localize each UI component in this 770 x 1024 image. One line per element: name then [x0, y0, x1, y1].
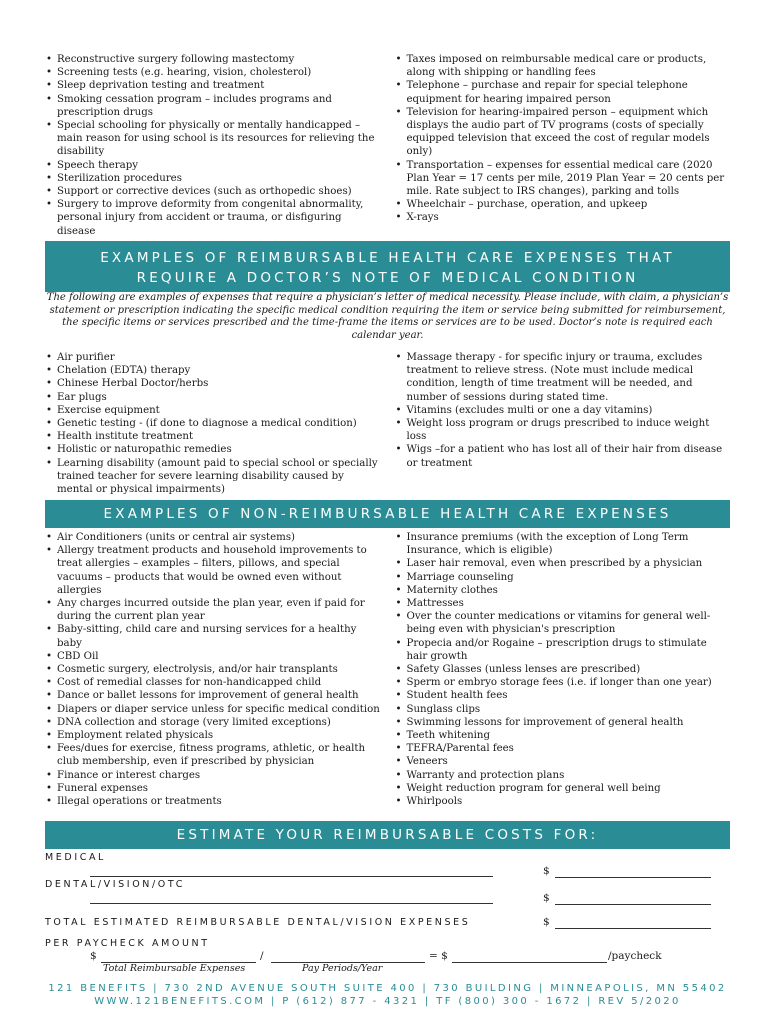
list-item: • Reconstructive surgery following mastectomy [45, 53, 381, 66]
doctor-note-intro: The following are examples of expenses that require a physician’s letter of medical necessity. Please include, with claim, a physician’s statement or prescription indicating the specific medical condition requiring the item or service being submitted for reimbursement, the specific items or services prescribed and the time-frame the items or services are to be used. Doctor’s note is required each calendar year. [46, 292, 729, 341]
list-item: • Support or corrective devices (such as orthopedic shoes) [45, 185, 381, 198]
dental-label: DENTAL/VISION/OTC [45, 879, 185, 890]
top-left-column [45, 53, 381, 238]
list-item: • Chinese Herbal Doctor/herbs [45, 377, 381, 390]
pay-periods-caption: Pay Periods/Year [302, 963, 383, 974]
list-item: • Holistic or naturopathic remedies [45, 443, 381, 456]
list-item: • Health institute treatment [45, 430, 381, 443]
list-item: • Learning disability (amount paid to special school or specially trained teacher for severe learning disability caused by mental or physical impairments) [45, 457, 381, 497]
list-item: • Special schooling for physically or mentally handicapped – main reason for using school is its resources for relieving the disability [45, 119, 381, 159]
top-section [45, 53, 730, 238]
list-item: • Wheelchair – purchase, operation, and upkeep [395, 198, 731, 211]
non-reimbursable-banner: EXAMPLES OF NON-REIMBURSABLE HEALTH CARE EXPENSES [45, 500, 730, 528]
non-reimbursable-left-list [45, 531, 381, 808]
list-item: • Air Conditioners (units or central air systems) [45, 531, 381, 544]
top-right-column [395, 53, 731, 238]
list-item: • Telephone – purchase and repair for special telephone equipment for hearing impaired person [395, 79, 731, 105]
list-item: • CBD Oil [45, 650, 381, 663]
footer-contact: WWW.121BENEFITS.COM | P (612) 877 - 4321 | TF (800) 300 - 1672 | REV 5/2020 [94, 996, 681, 1007]
list-item: • Screening tests (e.g. hearing, vision, cholesterol) [45, 66, 381, 79]
list-item: • Weight loss program or drugs prescribed to induce weight loss [395, 417, 731, 443]
doctor-note-right-list [395, 351, 731, 470]
list-item: • Teeth whitening [395, 729, 731, 742]
list-item: • TEFRA/Parental fees [395, 742, 731, 755]
list-item: • Warranty and protection plans [395, 769, 731, 782]
total-expenses-caption: Total Reimbursable Expenses [103, 963, 246, 974]
list-item: • Television for hearing-impaired person – equipment which displays the audio part of TV programs (costs of specially equipped television that exceed the cost of regular models only) [395, 106, 731, 159]
doctor-note-left-column [45, 351, 381, 496]
list-item: • Swimming lessons for improvement of general health [395, 716, 731, 729]
total-label: TOTAL ESTIMATED REIMBURSABLE DENTAL/VISION EXPENSES [45, 917, 471, 928]
non-reimbursable-right-list [395, 531, 731, 808]
paycheck-dollar-sign: $ [90, 950, 97, 962]
footer [45, 982, 730, 1008]
list-item: • Funeral expenses [45, 782, 381, 795]
non-reimbursable-section [45, 531, 730, 808]
list-item: • Ear plugs [45, 391, 381, 404]
list-item: • Employment related physicals [45, 729, 381, 742]
list-item: • Allergy treatment products and household improvements to treat allergies – examples – filters, pillows, and special vacuums – products that would be owned even without allergies [45, 544, 381, 597]
list-item: • Vitamins (excludes multi or one a day vitamins) [395, 404, 731, 417]
paycheck-amount-field[interactable] [452, 962, 607, 963]
list-item: • Whirlpools [395, 795, 731, 808]
list-item: • Maternity clothes [395, 584, 731, 597]
total-dollar-sign: $ [543, 916, 550, 928]
per-paycheck-label: /paycheck [608, 950, 662, 962]
list-item: • Sperm or embryo storage fees (i.e. if longer than one year) [395, 676, 731, 689]
list-item: • Cosmetic surgery, electrolysis, and/or hair transplants [45, 663, 381, 676]
list-item: • Student health fees [395, 689, 731, 702]
list-item: • Veneers [395, 755, 731, 768]
divide-slash: / [260, 950, 264, 962]
list-item: • Exercise equipment [45, 404, 381, 417]
doctor-note-banner [45, 241, 730, 292]
list-item: • Cost of remedial classes for non-handicapped child [45, 676, 381, 689]
list-item: • X-rays [395, 211, 731, 224]
medical-dollar-sign: $ [543, 865, 550, 877]
list-item: • Any charges incurred outside the plan year, even if paid for during the current plan year [45, 597, 381, 623]
list-item: • Transportation – expenses for essential medical care (2020 Plan Year = 17 cents per mile, 2019 Plan Year = 20 cents per mile. Rate subject to IRS changes), parking and tolls [395, 159, 731, 199]
list-item: • Speech therapy [45, 159, 381, 172]
estimate-banner: ESTIMATE YOUR REIMBURSABLE COSTS FOR: [45, 821, 730, 849]
list-item: • Sunglass clips [395, 703, 731, 716]
list-item: • Sleep deprivation testing and treatment [45, 79, 381, 92]
list-item: • Baby-sitting, child care and nursing services for a healthy baby [45, 623, 381, 649]
list-item: • Insurance premiums (with the exception of Long Term Insurance, which is eligible) [395, 531, 731, 557]
list-item: • Illegal operations or treatments [45, 795, 381, 808]
list-item: • Surgery to improve deformity from congenital abnormality, personal injury from accident or trauma, or disfiguring disease [45, 198, 381, 238]
doctor-note-left-list [45, 351, 381, 496]
dental-dollar-sign: $ [543, 892, 550, 904]
list-item: • Air purifier [45, 351, 381, 364]
doctor-note-right-column [395, 351, 731, 496]
list-item: • Dance or ballet lessons for improvement of general health [45, 689, 381, 702]
doctor-note-title-line1: EXAMPLES OF REIMBURSABLE HEALTH CARE EXPENSES THAT [100, 250, 675, 266]
list-item: • Massage therapy - for specific injury or trauma, excludes treatment to relieve stress. (Note must include medical condition, length of time treatment will be needed, and number of sessions during stated time. [395, 351, 731, 404]
medical-amount-field[interactable] [555, 877, 711, 878]
medical-description-field[interactable] [90, 876, 493, 877]
top-left-list [45, 53, 381, 238]
doctor-note-title-line2: REQUIRE A DOCTOR’S NOTE OF MEDICAL CONDITION [136, 270, 639, 286]
list-item: • Finance or interest charges [45, 769, 381, 782]
list-item: • Over the counter medications or vitamins for general well-being even with physician's prescription [395, 610, 731, 636]
list-item: • Taxes imposed on reimbursable medical care or products, along with shipping or handling fees [395, 53, 731, 79]
non-reimbursable-right-column [395, 531, 731, 808]
top-right-list [395, 53, 731, 225]
list-item: • Sterilization procedures [45, 172, 381, 185]
total-amount-field[interactable] [555, 928, 711, 929]
list-item: • Genetic testing - (if done to diagnose a medical condition) [45, 417, 381, 430]
list-item: • Safety Glasses (unless lenses are prescribed) [395, 663, 731, 676]
list-item: • Propecia and/or Rogaine – prescription drugs to stimulate hair growth [395, 637, 731, 663]
list-item: • Mattresses [395, 597, 731, 610]
footer-address: 121 BENEFITS | 730 2ND AVENUE SOUTH SUITE 400 | 730 BUILDING | MINNEAPOLIS, MN 55402 [48, 983, 727, 994]
list-item: • Weight reduction program for general well being [395, 782, 731, 795]
list-item: • DNA collection and storage (very limited exceptions) [45, 716, 381, 729]
doctor-note-section [45, 351, 730, 496]
list-item: • Chelation (EDTA) therapy [45, 364, 381, 377]
estimate-form [45, 850, 730, 980]
dental-amount-field[interactable] [555, 904, 711, 905]
list-item: • Wigs –for a patient who has lost all of their hair from disease or treatment [395, 443, 731, 469]
list-item: • Laser hair removal, even when prescribed by a physician [395, 557, 731, 570]
equals-dollar: = $ [429, 950, 448, 962]
non-reimbursable-left-column [45, 531, 381, 808]
list-item: • Diapers or diaper service unless for specific medical condition [45, 703, 381, 716]
list-item: • Marriage counseling [395, 571, 731, 584]
paycheck-label: PER PAYCHECK AMOUNT [45, 938, 210, 949]
dental-description-field[interactable] [90, 903, 493, 904]
medical-label: MEDICAL [45, 852, 106, 863]
list-item: • Fees/dues for exercise, fitness programs, athletic, or health club membership, even if prescribed by physician [45, 742, 381, 768]
list-item: • Smoking cessation program – includes programs and prescription drugs [45, 93, 381, 119]
